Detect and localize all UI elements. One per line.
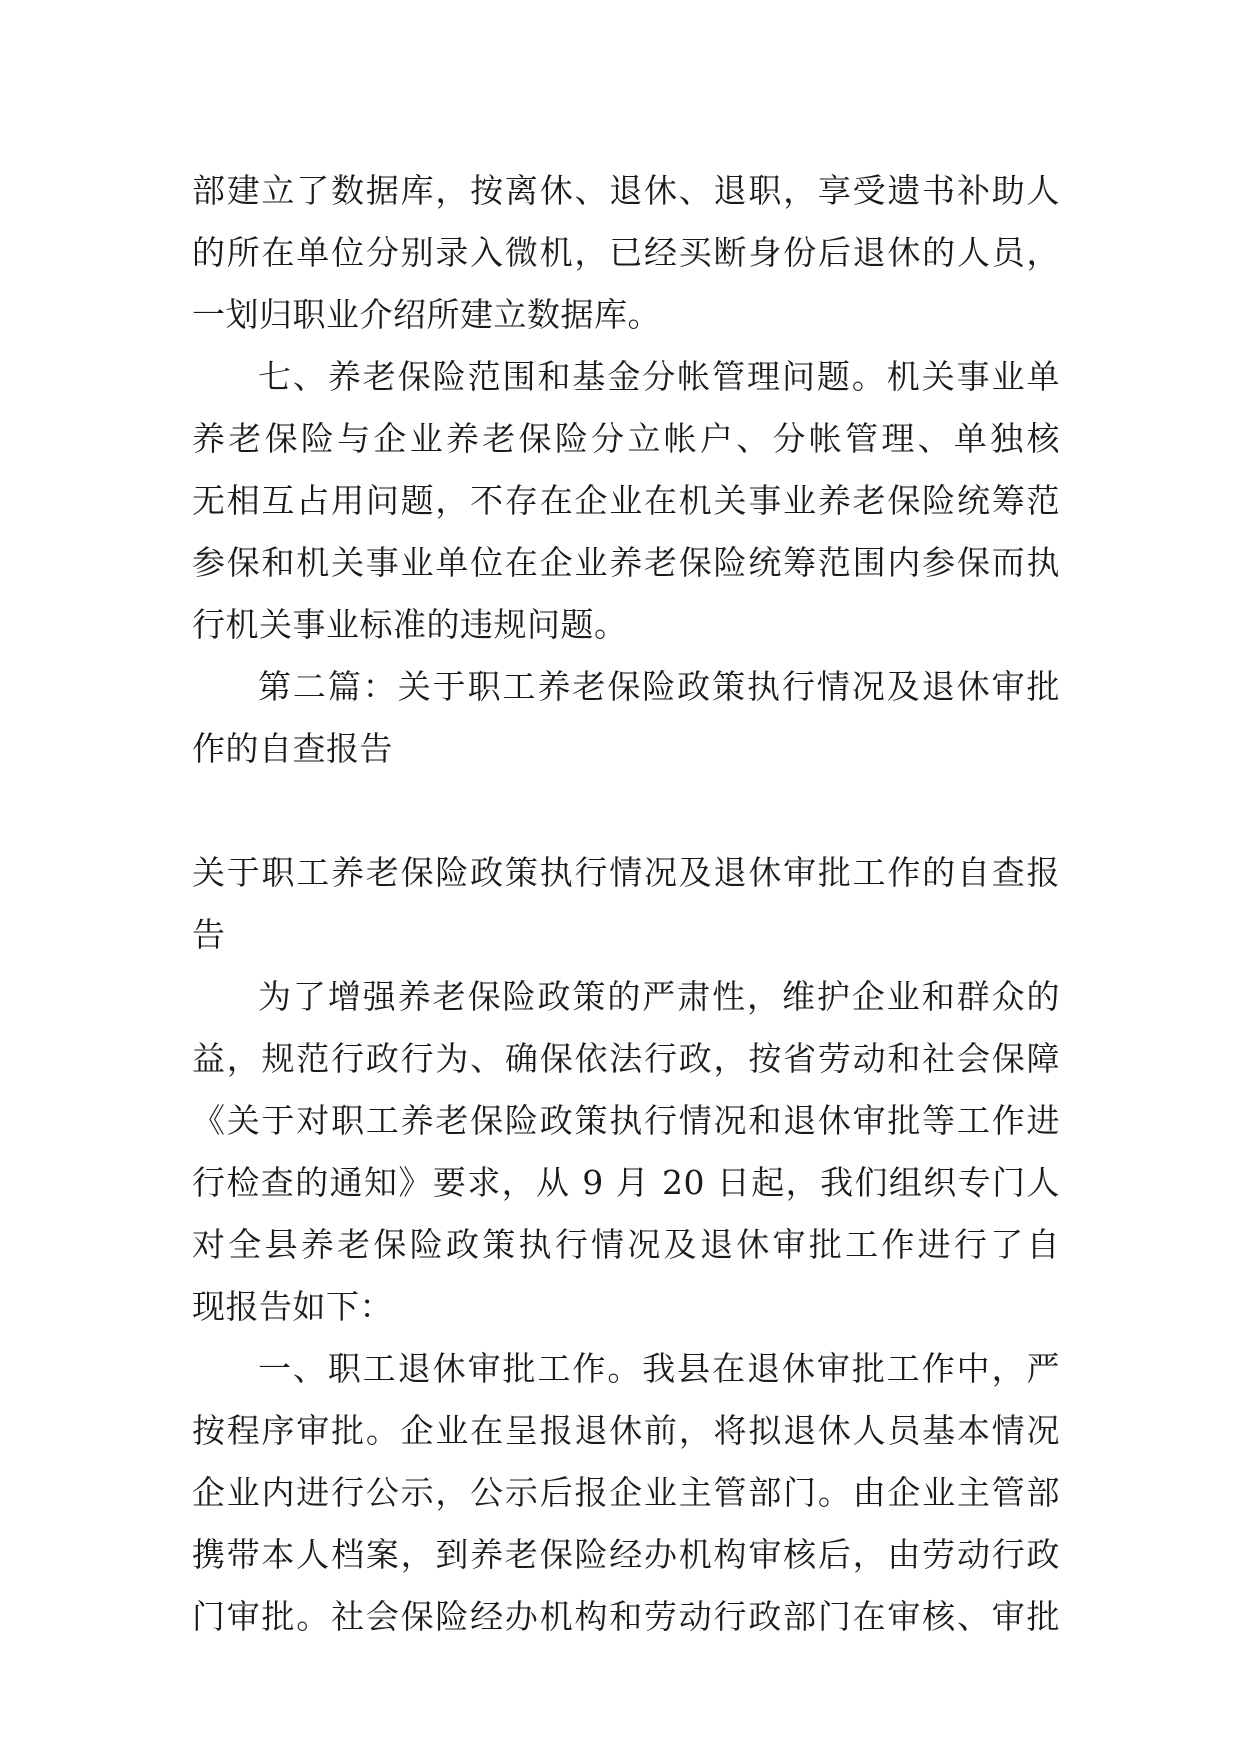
text-line: 企业内进行公示，公示后报企业主管部门。由企业主管部 [192,1473,1060,1512]
blank-line [192,780,1060,842]
text-line: 行机关事业标准的违规问题。 [192,605,628,644]
text-line: 行检查的通知》要求，从 9 月 20 日起，我们组织专门人 [192,1163,1060,1202]
text-line: 携带本人档案，到养老保险经办机构审核后，由劳动行政 [192,1535,1060,1574]
text-line: 关于职工养老保险政策执行情况及退休审批工作的自查报 [192,853,1060,892]
text-line: 参保和机关事业单位在企业养老保险统筹范围内参保而执 [192,543,1060,582]
text-line: 告 [192,915,226,954]
text-line: 一划归职业介绍所建立数据库。 [192,295,661,334]
text-line: 部建立了数据库，按离休、退休、退职，享受遗书补助人 [192,171,1060,210]
text-line: 益，规范行政行为、确保依法行政，按省劳动和社会保障 [192,1039,1060,1078]
text-line: 养老保险与企业养老保险分立帐户、分帐管理、单独核 [192,419,1060,458]
text-line: 的所在单位分别录入微机，已经买断身份后退休的人员， [192,233,1060,272]
text-line: 作的自查报告 [192,729,393,768]
text-line: 为了增强养老保险政策的严肃性，维护企业和群众的 [258,977,1060,1016]
text-line: 门审批。社会保险经办机构和劳动行政部门在审核、审批 [192,1597,1060,1636]
text-line: 七、养老保险范围和基金分帐管理问题。机关事业单 [258,357,1060,396]
text-line: 现报告如下： [192,1287,393,1326]
text-line: 无相互占用问题，不存在企业在机关事业养老保险统筹范 [192,481,1060,520]
text-line: 按程序审批。企业在呈报退休前，将拟退休人员基本情况 [192,1411,1060,1450]
document-body [192,160,1060,1648]
text-line: 一、职工退休审批工作。我县在退休审批工作中，严 [258,1349,1060,1388]
text-line: 第二篇：关于职工养老保险政策执行情况及退休审批 [258,667,1060,706]
text-line: 《关于对职工养老保险政策执行情况和退休审批等工作进 [192,1101,1060,1140]
text-line: 对全县养老保险政策执行情况及退休审批工作进行了自 [192,1225,1060,1264]
